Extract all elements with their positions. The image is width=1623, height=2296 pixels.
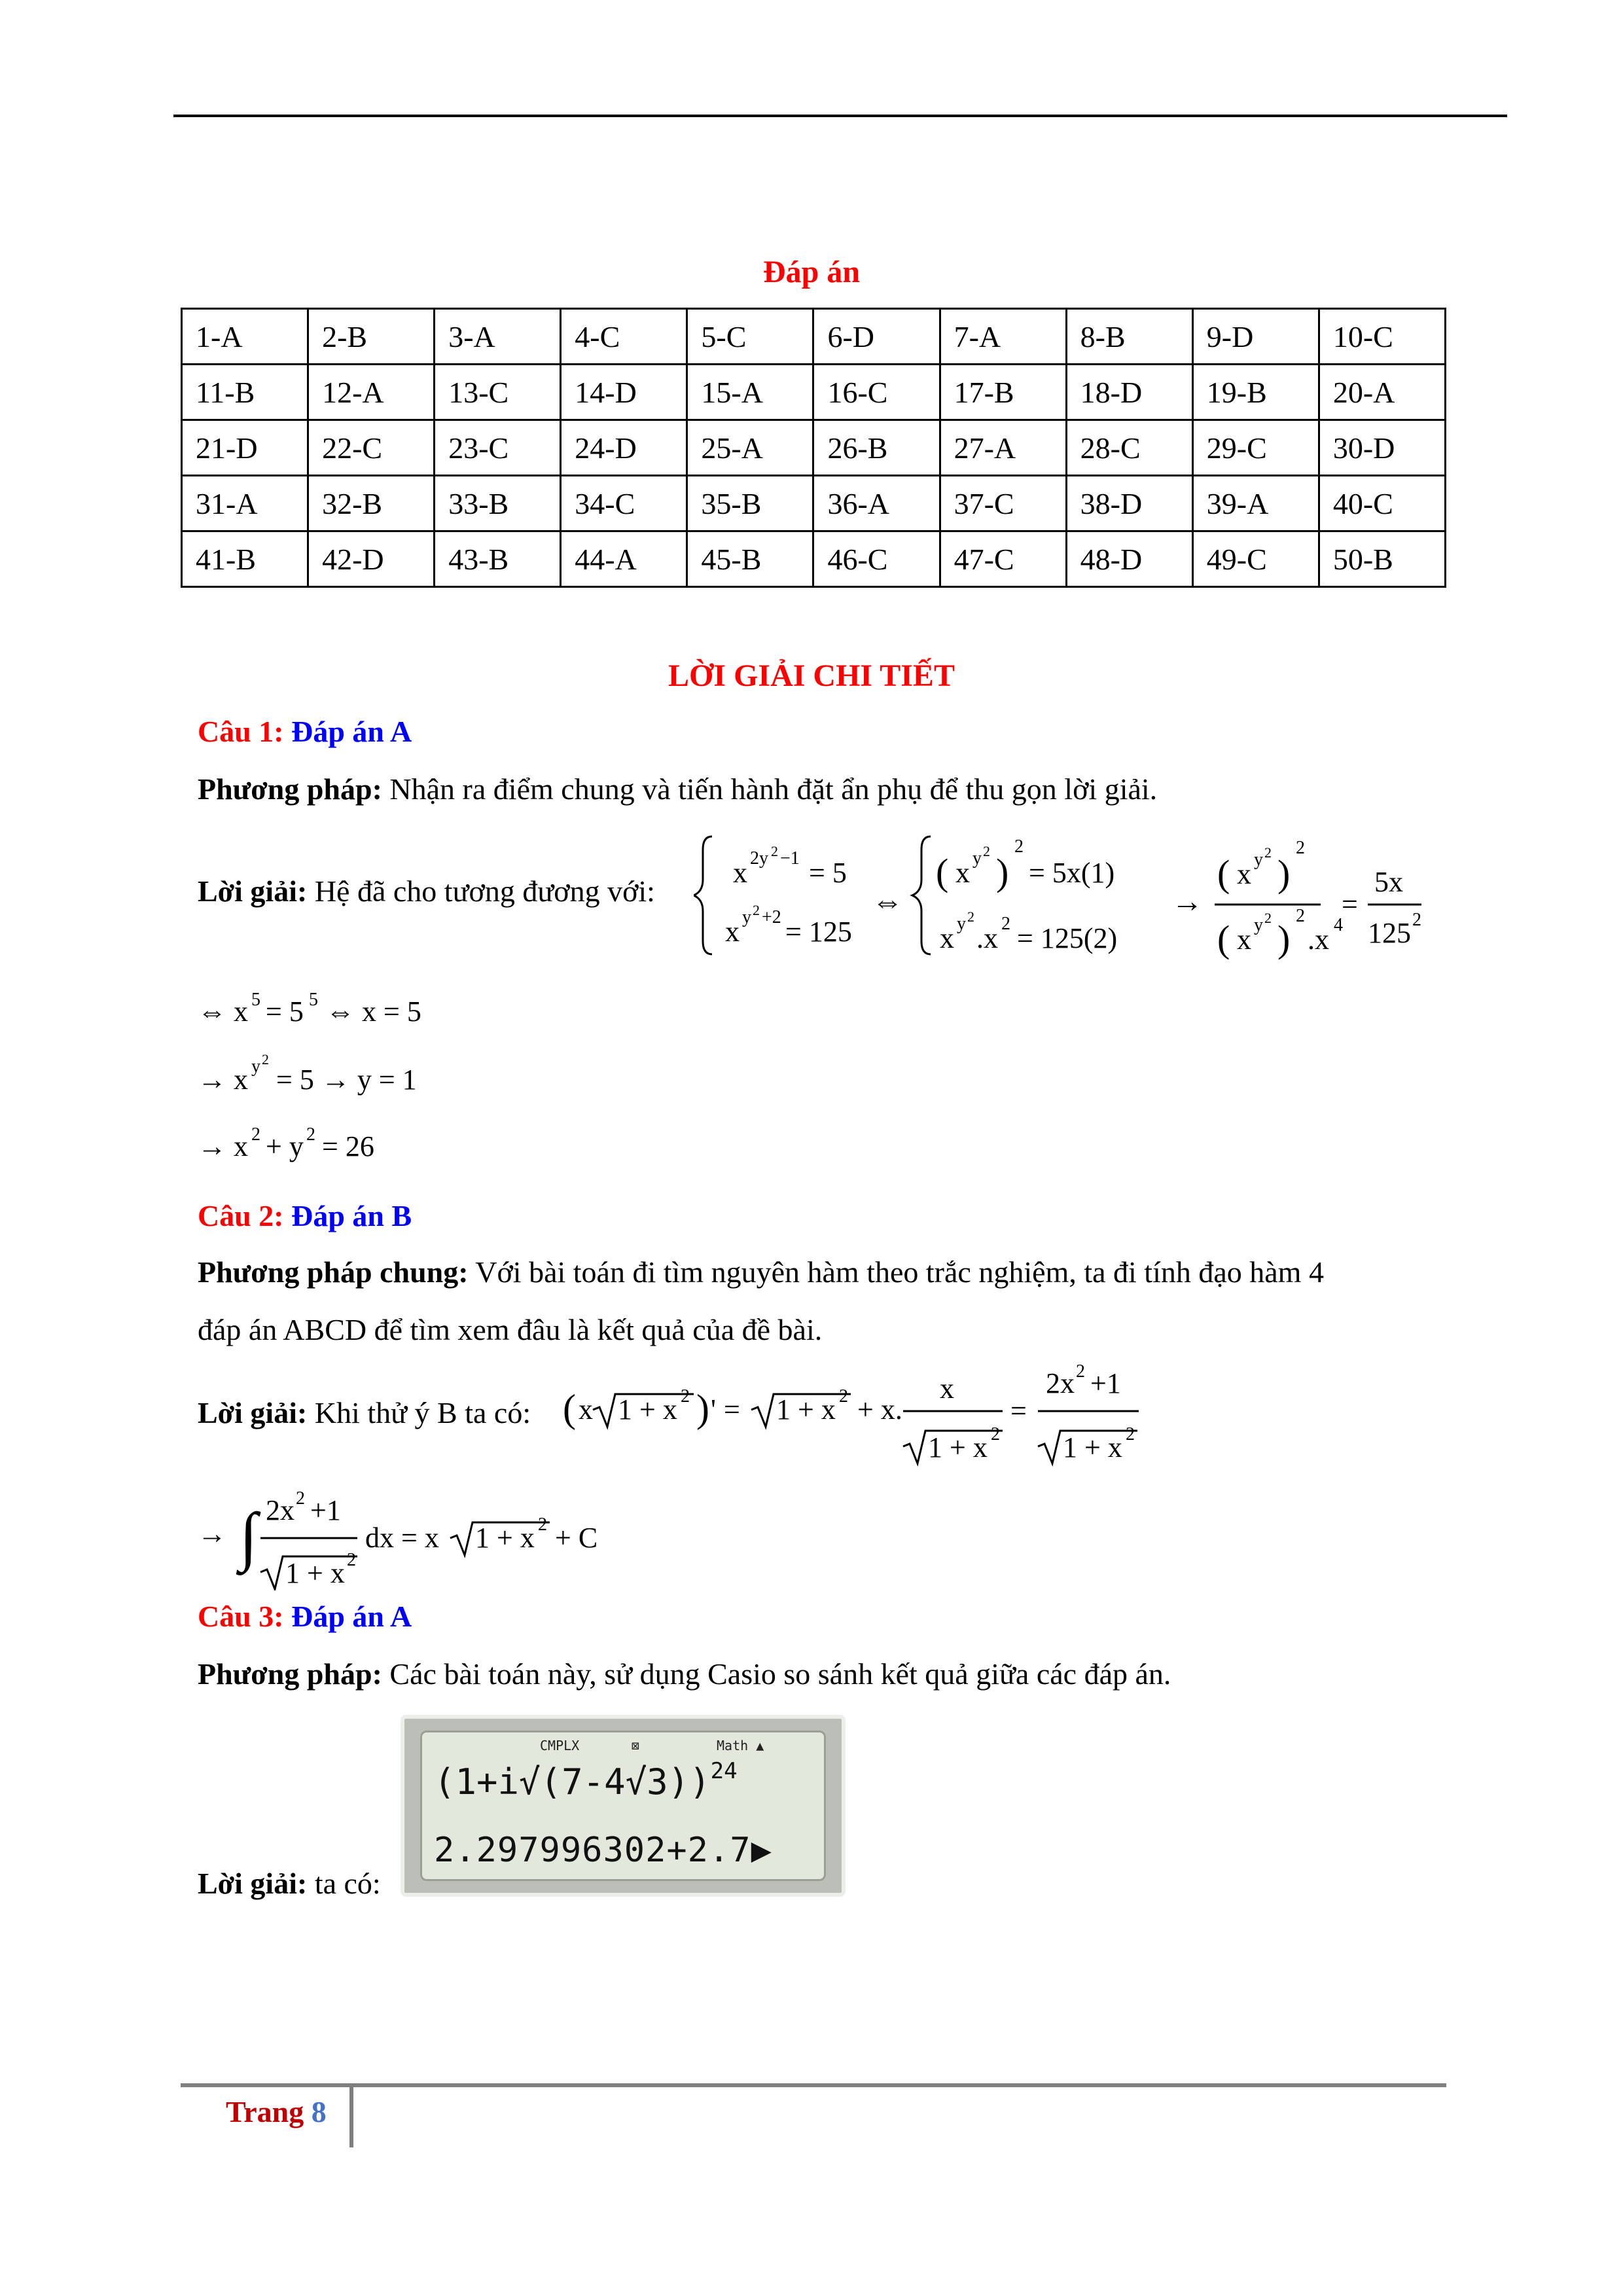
q1-method-label: Phương pháp: [198,772,382,806]
answer-cell: 12-A [308,365,435,420]
svg-text:1 + x: 1 + x [928,1431,988,1463]
answer-cell: 4-C [561,309,687,365]
svg-text:→: → [1171,884,1203,919]
svg-text:5: 5 [251,990,260,1010]
answer-cell: 47-C [940,531,1066,587]
svg-text:2: 2 [1264,844,1272,861]
svg-text:): ) [1277,852,1291,895]
svg-text:x: x [1237,924,1251,956]
q2-derivative-equation [563,1359,1152,1477]
svg-text:+1: +1 [1090,1367,1121,1399]
svg-text:2: 2 [1076,1361,1085,1382]
q1-method [198,771,1157,808]
svg-text:−1: −1 [780,848,800,869]
answer-cell: 7-A [940,309,1066,365]
answer-cell: 27-A [940,420,1066,476]
svg-text:= 125(2): = 125(2) [1017,922,1118,954]
svg-text:2: 2 [251,1124,260,1145]
svg-text:x: x [733,857,747,889]
answer-key-title: Đáp án [762,255,861,289]
calculator-display [420,1731,826,1881]
svg-text:= 5x(1): = 5x(1) [1029,857,1115,889]
svg-text:= 5: = 5 [809,857,847,889]
svg-text:+ x.: + x. [857,1393,902,1426]
svg-text:2x: 2x [266,1494,294,1526]
answer-cell: 45-B [687,531,813,587]
calculator-screenshot [401,1715,846,1897]
answer-cell: 41-B [182,531,308,587]
q2-solution [198,1395,531,1431]
svg-text:2: 2 [991,1424,1000,1444]
svg-text:=: = [1342,888,1358,920]
svg-text:): ) [696,1387,709,1430]
calc-mode: CMPLX [540,1738,580,1753]
answer-cell: 6-D [813,309,940,365]
answer-cell: 49-C [1192,531,1319,587]
answer-cell: 39-A [1192,476,1319,531]
svg-text:(: ( [1217,918,1230,960]
q1-solution [198,873,655,910]
answer-cell: 18-D [1066,365,1192,420]
answer-cell: 44-A [561,531,687,587]
answer-cell: 43-B [435,531,561,587]
q3-method-text: Các bài toán này, sử dụng Casio so sánh kết quả giữa các đáp án. [389,1657,1171,1691]
q3-method [198,1656,1171,1693]
q3-answer: Đáp án A [291,1600,412,1633]
svg-text:125: 125 [1368,917,1411,949]
q2-method-label: Phương pháp chung: [198,1255,469,1289]
svg-text:2: 2 [839,1386,848,1407]
q1-heading [198,713,412,750]
svg-text:1 + x: 1 + x [776,1393,836,1426]
q1-solution-label: Lời giải: [198,874,308,908]
svg-text:2: 2 [1001,914,1010,934]
page-number [226,2094,327,2129]
svg-text:y: y [742,907,751,927]
svg-text:2: 2 [1296,838,1305,858]
answer-cell: 34-C [561,476,687,531]
q1-solution-text: Hệ đã cho tương đương với: [314,874,655,908]
svg-text:x: x [940,1372,954,1405]
svg-text:(: ( [1217,852,1230,895]
answer-key-table [181,308,1446,588]
svg-text:= 5: = 5 [266,996,304,1028]
answer-cell: 30-D [1319,420,1445,476]
svg-text:+ C: + C [555,1522,598,1554]
calc-expression [434,1758,738,1803]
answer-cell: 32-B [308,476,435,531]
answer-cell: 48-D [1066,531,1192,587]
q2-method-line-2: đáp án ABCD để tìm xem đâu là kết quả của đề bài. [198,1313,823,1346]
page-label: Trang [226,2095,304,2128]
q2-solution-text: Khi thử ý B ta có: [314,1396,531,1429]
svg-text:2: 2 [296,1488,305,1509]
answer-cell: 31-A [182,476,308,531]
q3-solution-label: Lời giải: [198,1867,308,1900]
answer-cell: 42-D [308,531,435,587]
answer-cell: 50-B [1319,531,1445,587]
q3-method-label: Phương pháp: [198,1657,382,1691]
q1-method-text: Nhận ra điểm chung và tiến hành đặt ẩn phụ để thu gọn lời giải. [389,772,1158,806]
answer-cell: 35-B [687,476,813,531]
svg-text:y: y [972,848,982,869]
svg-text:2y: 2y [750,848,768,869]
svg-text:=: = [1010,1395,1027,1427]
footer-rule [181,2083,1446,2087]
svg-text:= 5 → y = 1: = 5 → y = 1 [276,1064,417,1096]
answer-row [182,309,1446,365]
answer-cell: 22-C [308,420,435,476]
svg-text:→: → [198,1518,226,1550]
answer-cell: 20-A [1319,365,1445,420]
q3-label: Câu 3: [198,1600,284,1633]
svg-text:2: 2 [1126,1424,1135,1444]
svg-text:→ x: → x [198,1064,248,1096]
svg-text:1 + x: 1 + x [618,1393,677,1426]
svg-text:= 26: = 26 [322,1130,374,1162]
svg-text:(: ( [936,851,949,893]
answer-row [182,420,1446,476]
svg-text:+1: +1 [310,1494,341,1526]
svg-text:x: x [725,916,740,948]
svg-text:2: 2 [538,1515,547,1535]
answer-cell: 37-C [940,476,1066,531]
svg-text:2: 2 [262,1051,269,1067]
answer-cell: 13-C [435,365,561,420]
svg-text:∫: ∫ [240,1499,258,1572]
svg-text:2: 2 [1014,836,1024,857]
svg-text:x: x [940,922,954,954]
svg-text:2x: 2x [1046,1367,1075,1399]
q1-equation-system [694,823,1427,980]
svg-text:2: 2 [771,843,778,859]
answer-cell: 3-A [435,309,561,365]
answer-cell: 21-D [182,420,308,476]
answer-cell: 1-A [182,309,308,365]
svg-text:dx = x: dx = x [365,1522,439,1554]
q2-label: Câu 2: [198,1199,284,1232]
answer-cell: 24-D [561,420,687,476]
svg-text:2: 2 [306,1124,315,1145]
answer-cell: 29-C [1192,420,1319,476]
q3-solution-text: ta có: [314,1867,381,1900]
answer-cell: 36-A [813,476,940,531]
answer-cell: 17-B [940,365,1066,420]
page-number-value: 8 [311,2095,327,2128]
q2-integral-result [198,1486,656,1590]
answer-cell: 33-B [435,476,561,531]
footer-divider [349,2087,353,2147]
calc-result: 2.297996302+2.7▶ [434,1831,772,1870]
svg-text:2: 2 [753,902,760,918]
svg-text:y: y [957,914,966,934]
svg-text:2: 2 [681,1386,690,1407]
answer-cell: 28-C [1066,420,1192,476]
svg-text:+ y: + y [266,1130,304,1162]
answer-row [182,365,1446,420]
header-rule [173,115,1507,117]
q1-answer: Đáp án A [291,715,412,748]
q1-label: Câu 1: [198,715,284,748]
svg-text:2: 2 [983,843,990,859]
svg-text:⇔ x: ⇔ x [198,996,248,1028]
svg-text:x: x [579,1393,593,1426]
q2-method [198,1254,1324,1291]
svg-text:': ' [711,1393,716,1426]
svg-text:5: 5 [309,990,318,1010]
svg-text:): ) [996,851,1009,893]
solutions-title: LỜI GIẢI CHI TIẾT [668,658,955,693]
answer-cell: 25-A [687,420,813,476]
q3-solution [198,1865,381,1902]
svg-text:x: x [955,857,970,889]
answer-cell: 40-C [1319,476,1445,531]
svg-text:= 125: = 125 [785,916,852,948]
svg-text:4: 4 [1334,915,1343,935]
svg-text:(: ( [563,1387,576,1430]
svg-text:2: 2 [1412,910,1421,930]
answer-cell: 2-B [308,309,435,365]
calc-expression-text: (1+i√(7-4√3)) [434,1761,711,1803]
svg-text:y: y [1254,915,1263,935]
svg-text:1 + x: 1 + x [1063,1431,1122,1463]
q1-derivation [198,982,656,1178]
svg-text:→ x: → x [198,1130,248,1162]
answer-cell: 15-A [687,365,813,420]
q2-answer: Đáp án B [291,1199,412,1232]
answer-cell: 26-B [813,420,940,476]
answer-row [182,531,1446,587]
answer-cell: 16-C [813,365,940,420]
svg-text:2: 2 [1264,910,1272,926]
svg-text:y: y [251,1056,260,1077]
svg-text:1 + x: 1 + x [285,1557,345,1589]
svg-text:): ) [1277,918,1291,960]
svg-text:2: 2 [1296,906,1305,926]
q2-heading [198,1198,412,1234]
answer-cell: 38-D [1066,476,1192,531]
svg-text:=: = [724,1393,740,1426]
svg-text:.x: .x [1308,924,1329,956]
q2-method-text-1: Với bài toán đi tìm nguyên hàm theo trắc nghiệm, ta đi tính đạo hàm 4 [475,1255,1324,1289]
answer-cell: 14-D [561,365,687,420]
answer-cell: 11-B [182,365,308,420]
svg-text:⇔: ⇔ [872,884,903,919]
answer-cell: 8-B [1066,309,1192,365]
q3-heading [198,1598,412,1635]
answer-cell: 19-B [1192,365,1319,420]
svg-text:+2: +2 [762,907,781,927]
answer-cell: 9-D [1192,309,1319,365]
svg-text:2: 2 [967,908,974,925]
q2-solution-label: Lời giải: [198,1396,308,1429]
svg-text:⇔ x = 5: ⇔ x = 5 [326,996,421,1028]
answer-cell: 46-C [813,531,940,587]
svg-text:x: x [1237,858,1251,890]
svg-text:2: 2 [347,1550,356,1570]
calc-exponent: 24 [710,1758,738,1784]
calc-math-indicator: Math ▲ [717,1738,764,1753]
answer-cell: 10-C [1319,309,1445,365]
answer-row [182,476,1446,531]
answer-cell: 5-C [687,309,813,365]
answer-cell: 23-C [435,420,561,476]
svg-text:1 + x: 1 + x [475,1522,535,1554]
calc-status-icon: ⊠ [632,1738,640,1753]
svg-text:.x: .x [976,922,998,954]
svg-text:5x: 5x [1374,866,1403,898]
svg-text:y: y [1254,850,1263,870]
